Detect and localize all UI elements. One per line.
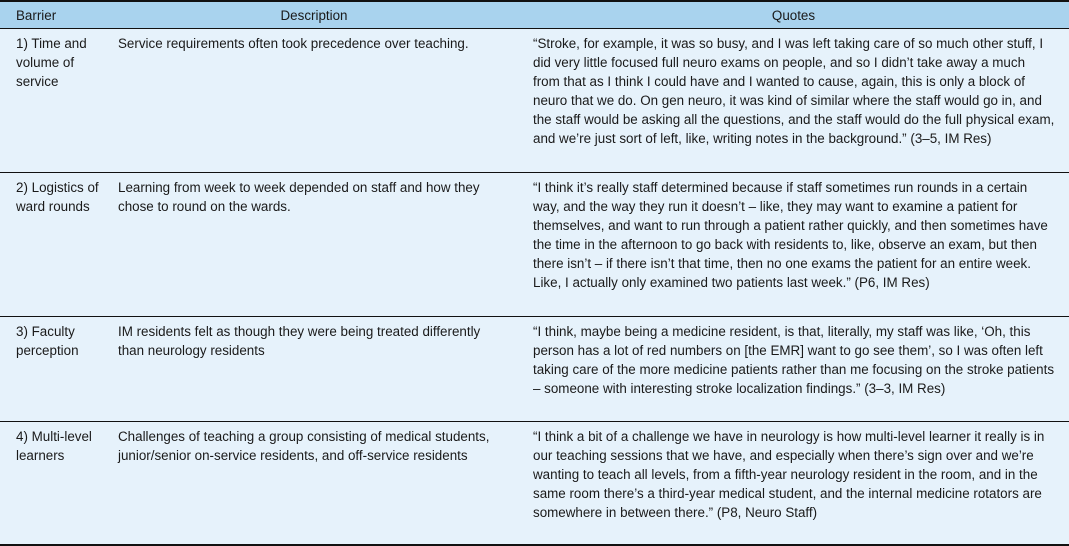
cell-description: IM residents felt as though they were being treated differently than neurology residents	[110, 317, 518, 422]
cell-quote: “I think, maybe being a medicine resident, is that, literally, my staff was like, ‘Oh, this person has a lot of red numbers on [the EMR] want to go see them’, so I was often left taking care of the more medicine patients rather than me focusing on the stroke patients – someone with interesting stroke localization findings.” (3–3, IM Res)	[518, 317, 1069, 422]
table-body	[0, 29, 1069, 546]
cell-description: Service requirements often took precedence over teaching.	[110, 29, 518, 173]
cell-barrier: 3) Faculty perception	[0, 317, 110, 422]
cell-barrier: 1) Time and volume of service	[0, 29, 110, 173]
cell-quote: “I think a bit of a challenge we have in neurology is how multi-level learner it really is in our teaching sessions that we have, and especially when there’s sign over and we’re wanting to teach all levels, from a fifth-year neurology resident in the room, and in the same room there’s a third-year medical student, and the internal medicine rotators are somewhere in between there.” (P8, Neuro Staff)	[533, 429, 1045, 520]
cell-description: Challenges of teaching a group consisting of medical students, junior/senior on-service residents, and off-service residents	[118, 429, 490, 463]
table-header	[0, 2, 1069, 29]
cell-quote: “Stroke, for example, it was so busy, and I was left taking care of so much other stuff, I did very little focused full neuro exams on people, and so I didn’t take away a much from that as I think I could have and I wanted to cause, again, this is only a block of neuro that we do. On gen neuro, it was kind of similar where the staff would go in, and the staff would be asking all the questions, and the staff would do the full physical exam, and we’re just sort of left, like, writing notes in the background.” (3–5, IM Res)	[518, 29, 1069, 173]
header-description: Description	[110, 2, 518, 29]
cell-description: Learning from week to week depended on staff and how they chose to round on the wards.	[110, 173, 518, 317]
table-row	[0, 317, 1069, 422]
table-row	[0, 422, 1069, 546]
table-row	[0, 173, 1069, 317]
barriers-table-grid	[0, 2, 1069, 546]
header-barrier: Barrier	[0, 2, 110, 29]
cell-barrier: 2) Logistics of ward rounds	[0, 173, 110, 317]
cell-quote: “I think it’s really staff determined because if staff sometimes run rounds in a certain way, and the way they run it doesn’t – like, they may want to examine a patient for themselves, and want to run through a patient rather quickly, and then sometimes have the time in the afternoon to go back with residents to, like, observe an exam, but then there isn’t – if there isn’t that time, then no one exams the patient for an entire week. Like, I actually only examined two patients last week.” (P6, IM Res)	[518, 173, 1069, 317]
table-row	[0, 29, 1069, 173]
cell-barrier: 4) Multi-level learners	[16, 429, 92, 463]
header-quotes: Quotes	[518, 2, 1069, 29]
header-row	[0, 2, 1069, 29]
